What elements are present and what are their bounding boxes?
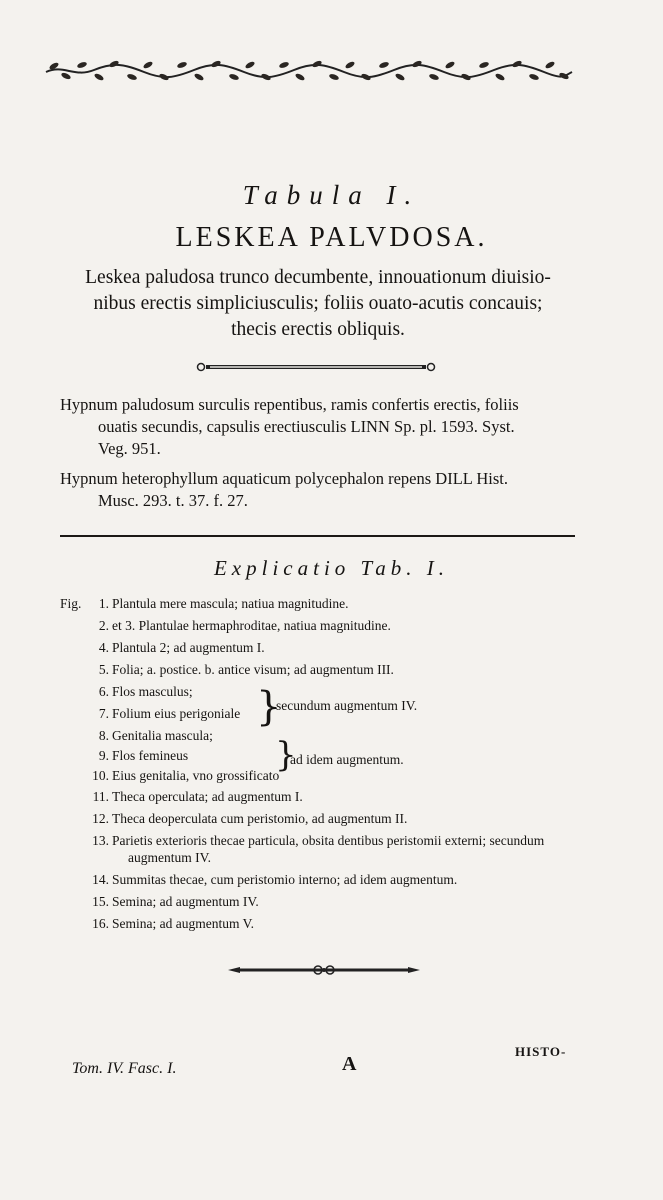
figure-description: Parietis exterioris thecae particula, obsita dentibus peristomii externi; secundum <box>112 833 545 848</box>
diagnosis-line: thecis erectis obliquis. <box>231 319 405 340</box>
synonym-dillenius <box>60 468 575 512</box>
signature-mark: A <box>342 1053 357 1075</box>
figure-description: Flos femineus <box>112 748 189 763</box>
synonym-line: Hypnum heterophyllum aquaticum polycephalon repens DILL Hist. <box>60 469 508 488</box>
figure-description: augmentum IV. <box>128 850 211 865</box>
figure-description: Plantula 2; ad augmentum I. <box>112 640 265 655</box>
figure-number: 15. <box>92 894 109 909</box>
figure-number: 5. <box>98 662 109 677</box>
figure-description: Folia; a. postice. b. antice visum; ad augmentum III. <box>112 662 394 677</box>
figure-number: 13. <box>92 833 109 848</box>
catchword: HISTO- <box>515 1044 567 1059</box>
diagnosis <box>58 265 578 343</box>
ornament-rule-bottom <box>226 963 422 977</box>
brace-note: secundum augmentum IV. <box>276 698 418 713</box>
species-title: LESKEA PALVDOSA. <box>175 222 488 253</box>
figure-description: Eius genitalia, vno grossificato <box>112 768 280 783</box>
figure-description: et 3. Plantulae hermaphroditae, natiua magnitudine. <box>112 618 391 633</box>
horizontal-rule <box>60 535 575 537</box>
fig-label: Fig. <box>60 596 82 611</box>
synonym-linnaeus <box>60 394 575 460</box>
figure-number: 11. <box>92 789 109 804</box>
figure-number: 1. <box>98 596 109 611</box>
figure-number: 12. <box>92 811 109 826</box>
diagnosis-line: Leskea paludosa trunco decumbente, innouationum diuisio- <box>85 267 551 288</box>
figure-description: Semina; ad augmentum IV. <box>112 894 259 909</box>
synonym-line: Musc. 293. t. 37. f. 27. <box>98 491 248 510</box>
figure-number: 8. <box>98 728 109 743</box>
brace-glyph: } <box>275 735 297 775</box>
figure-number: 10. <box>92 768 109 783</box>
vine-ornament-top <box>44 56 574 86</box>
figure-number: 2. <box>98 618 109 633</box>
explicatio-title: Explicatio Tab. I. <box>213 556 450 580</box>
figure-number: 6. <box>98 684 109 699</box>
figure-description: Theca operculata; ad augmentum I. <box>112 789 303 804</box>
figure-number: 16. <box>92 916 109 931</box>
brace-glyph: } <box>256 684 282 730</box>
synonym-line: Veg. 951. <box>98 439 161 458</box>
diagnosis-line: nibus erectis simpliciusculis; foliis ouato-acutis concauis; <box>93 293 543 314</box>
figure-number: 14. <box>92 872 109 887</box>
figure-description: Plantula mere mascula; natiua magnitudine. <box>112 596 349 611</box>
synonym-line: ouatis secundis, capsulis erectiusculis LINN Sp. pl. 1593. Syst. <box>98 417 515 436</box>
figure-number: 4. <box>98 640 109 655</box>
figure-number: 7. <box>98 706 109 721</box>
figure-description: Summitas thecae, cum peristomio interno; ad idem augmentum. <box>112 872 458 887</box>
figure-description: Flos masculus; <box>112 684 193 699</box>
figure-description: Genitalia mascula; <box>112 728 213 743</box>
plate-title: Tabula I. <box>242 180 421 210</box>
brace-note: ad idem augmentum. <box>290 752 404 767</box>
ornament-rule-middle <box>196 360 436 374</box>
volume-reference: Tom. IV. Fasc. I. <box>72 1060 177 1077</box>
figure-description: Folium eius perigoniale <box>112 706 241 721</box>
synonym-line: Hypnum paludosum surculis repentibus, ramis confertis erectis, foliis <box>60 395 519 414</box>
figure-description: Semina; ad augmentum V. <box>112 916 254 931</box>
figure-description: Theca deoperculata cum peristomio, ad augmentum II. <box>112 811 408 826</box>
figure-number: 9. <box>98 748 109 763</box>
